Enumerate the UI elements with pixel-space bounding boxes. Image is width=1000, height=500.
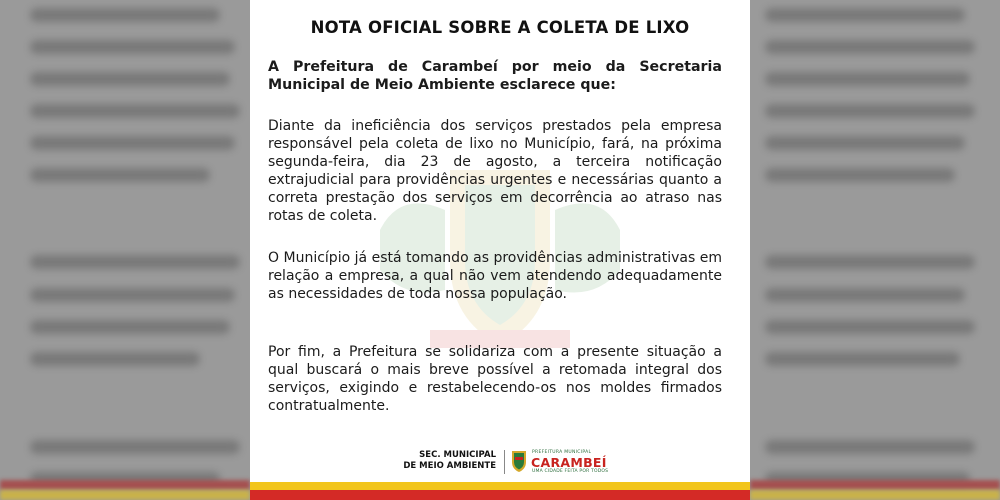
logo-prefeitura-text: PREFEITURA MUNICIPAL <box>532 450 592 455</box>
notice-card <box>250 0 750 500</box>
notice-title: NOTA OFICIAL SOBRE A COLETA DE LIXO <box>310 18 690 37</box>
notice-footer <box>250 448 750 476</box>
blurred-background-right <box>750 0 1000 500</box>
notice-paragraph-3: Por fim, a Prefeitura se solidariza com a presente situação a qual buscará o mais breve possível a retomada integral dos serviços, exigindo e restabelecendo-os nos moldes firmados contratualmente. <box>268 344 722 414</box>
secretariat-label <box>392 450 496 472</box>
secretariat-label-line-1: SEC. MUNICIPAL <box>419 450 496 460</box>
city-crest-icon <box>510 449 528 473</box>
notice-paragraph-1: Diante da ineficiência dos serviços prestados pela empresa responsável pela coleta de lixo no Município, fará, na próxima segunda-feira, dia 23 de agosto, a terceira notificação extrajudicial para providências urgentes e necessárias quanto a correta prestação dos serviços em decorrência ao atraso nas rotas de coleta. <box>268 118 722 224</box>
logo-city-name: CARAMBEÍ <box>531 455 607 470</box>
footer-band-red <box>250 490 750 500</box>
secretariat-label-line-2: DE MEIO AMBIENTE <box>403 461 496 471</box>
notice-intro: A Prefeitura de Carambeí por meio da Secretaria Municipal de Meio Ambiente esclarece que: <box>268 59 722 93</box>
footer-divider <box>504 450 505 474</box>
notice-paragraph-2: O Município já está tomando as providências administrativas em relação a empresa, a qual não vem atendendo adequadamente as necessidades de toda nossa população. <box>268 250 722 302</box>
footer-band-yellow <box>250 482 750 490</box>
logo-slogan: UMA CIDADE FEITA POR TODOS <box>532 469 609 474</box>
blurred-background-left <box>0 0 250 500</box>
